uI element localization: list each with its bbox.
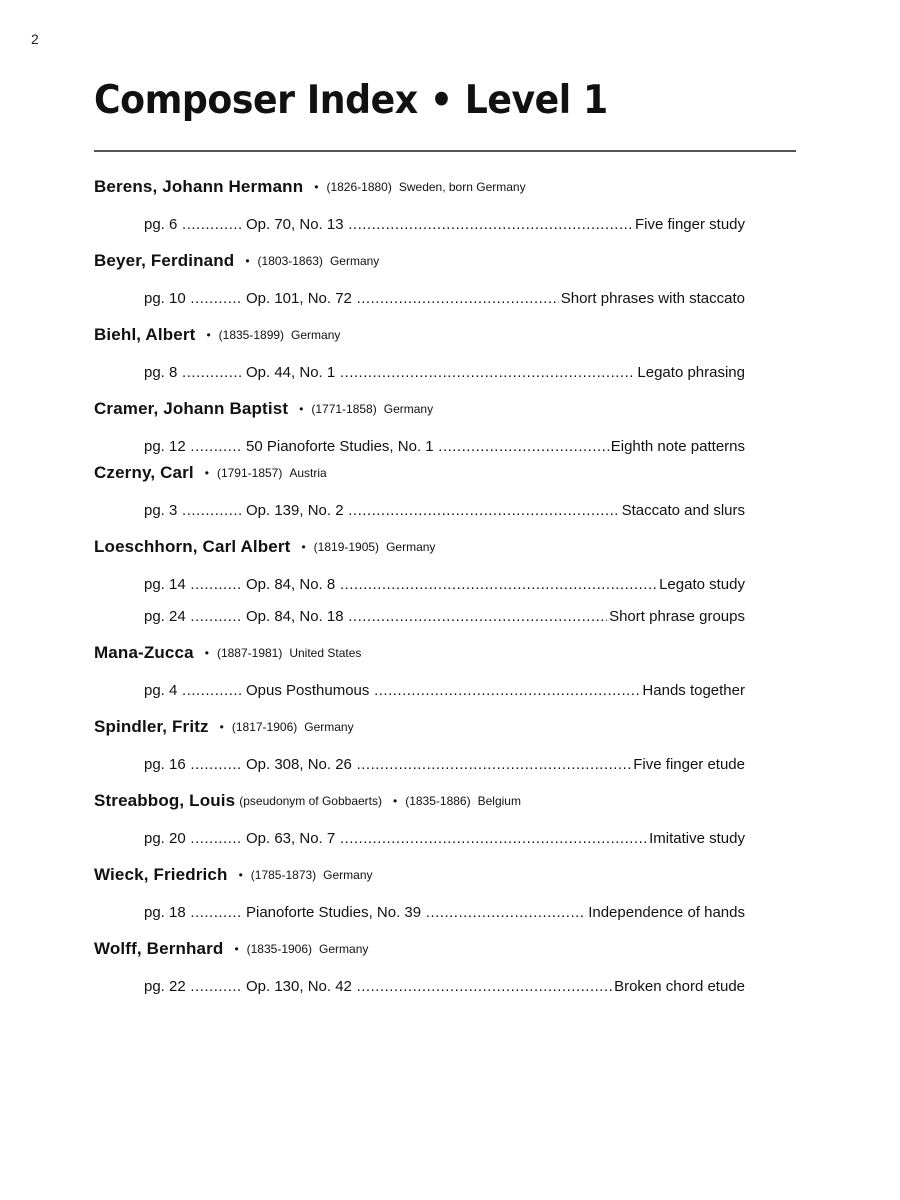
- composer-entry: [94, 928, 745, 1002]
- composer-name: Czerny, Carl: [94, 463, 194, 482]
- entry-work: Op. 101, No. 72 .....: [242, 290, 559, 307]
- entry-description: Broken chord etude: [614, 977, 745, 995]
- composer-heading: [94, 452, 745, 494]
- composer-heading: [94, 854, 745, 896]
- composer-country: Germany: [304, 720, 354, 734]
- bullet-separator: •: [204, 466, 209, 480]
- piece-entry: [144, 282, 745, 314]
- entry-page: pg. 24 .....: [144, 608, 242, 625]
- composer-entry: [94, 452, 745, 526]
- composer-heading: [94, 388, 745, 430]
- composer-country: Austria: [289, 466, 327, 480]
- piece-entry: [144, 822, 745, 854]
- composer-heading: [94, 166, 745, 208]
- composer-dates: (1803-1863): [257, 254, 323, 268]
- entry-page: pg. 22 .....: [144, 978, 242, 995]
- composer-name: Spindler, Fritz: [94, 717, 209, 736]
- composer-entry: [94, 854, 745, 928]
- composer-country: United States: [289, 646, 362, 660]
- composer-name: Wolff, Bernhard: [94, 939, 224, 958]
- composer-dates: (1771-1858): [311, 402, 377, 416]
- composer-heading: [94, 526, 745, 568]
- composer-name: Cramer, Johann Baptist: [94, 399, 289, 418]
- entry-page: pg. 6 .....: [144, 216, 242, 233]
- composer-dates: (1785-1873): [250, 868, 317, 882]
- entry-page: pg. 14 .....: [144, 576, 242, 593]
- composer-entry: [94, 706, 745, 780]
- composer-entry: [94, 780, 745, 854]
- bullet-separator: •: [219, 720, 224, 734]
- composer-country: Germany: [386, 540, 436, 554]
- composer-dates: (1887-1981): [216, 646, 283, 660]
- composer-dates: (1835-1886): [405, 794, 471, 808]
- composer-dates: (1791-1857): [216, 466, 283, 480]
- page-title: Composer Index • Level 1: [94, 78, 608, 123]
- entry-work: Opus Posthumous .....: [242, 682, 640, 699]
- entry-description: Eighth note patterns: [610, 437, 745, 455]
- composer-entry: [94, 388, 745, 462]
- bullet-separator: •: [314, 180, 319, 194]
- entry-work: Op. 139, No. 2 .....: [242, 502, 620, 519]
- composer-heading: [94, 928, 745, 970]
- entry-page: pg. 3 .....: [144, 502, 242, 519]
- composer-heading: [94, 632, 745, 674]
- composer-dates: (1817-1906): [231, 720, 298, 734]
- entry-page: pg. 4 .....: [144, 682, 242, 699]
- entry-description: Five finger study: [634, 215, 745, 233]
- entry-page: pg. 10 .....: [144, 290, 242, 307]
- composer-entry: [94, 314, 745, 388]
- piece-entry: [144, 208, 745, 240]
- entry-description: Short phrases with staccato: [560, 289, 745, 307]
- composer-country: Germany: [323, 868, 373, 882]
- composer-name: Beyer, Ferdinand: [94, 251, 235, 270]
- entry-work: Op. 308, No. 26 .....: [242, 756, 631, 773]
- entry-work: Op. 63, No. 7 .....: [242, 830, 647, 847]
- bullet-separator: •: [206, 328, 211, 342]
- piece-entry: [144, 568, 745, 600]
- entry-page: pg. 18 .....: [144, 904, 242, 921]
- bullet-separator: •: [299, 402, 304, 416]
- entry-description: Imitative study: [649, 829, 745, 847]
- entry-page: pg. 16 .....: [144, 756, 242, 773]
- bullet-separator: •: [204, 646, 209, 660]
- composer-name: Wieck, Friedrich: [94, 865, 228, 884]
- composer-heading: [94, 314, 745, 356]
- entry-work: Op. 44, No. 1 .....: [242, 364, 635, 381]
- composer-heading: [94, 240, 745, 282]
- piece-entry: [144, 494, 745, 526]
- piece-entry: [144, 896, 745, 928]
- entry-work: 50 Pianoforte Studies, No. 1 .....: [242, 438, 609, 455]
- composer-country: Germany: [329, 254, 380, 268]
- entry-description: Legato phrasing: [637, 363, 745, 381]
- bullet-separator: •: [238, 868, 243, 882]
- composer-name: Loeschhorn, Carl Albert: [94, 537, 291, 556]
- composer-heading: [94, 706, 745, 748]
- page-number: 2: [31, 31, 39, 47]
- piece-entry: [144, 600, 745, 632]
- entry-work: Op. 84, No. 8 .....: [242, 576, 657, 593]
- piece-entry: [144, 674, 745, 706]
- composer-country: Germany: [291, 328, 341, 342]
- entry-description: Staccato and slurs: [621, 501, 745, 519]
- entry-description: Legato study: [659, 575, 745, 593]
- composer-dates: (1835-1906): [246, 942, 313, 956]
- composer-name: Berens, Johann Hermann: [94, 177, 304, 196]
- composer-dates: (1835-1899): [218, 328, 285, 342]
- bullet-separator: •: [234, 942, 239, 956]
- composer-country: Germany: [383, 402, 434, 416]
- composer-dates: (1819-1905): [313, 540, 380, 554]
- entry-description: Independence of hands: [588, 903, 745, 921]
- entry-description: Hands together: [642, 681, 745, 699]
- composer-entry: [94, 526, 745, 632]
- piece-entry: [144, 970, 745, 1002]
- entry-work: Op. 84, No. 18 .....: [242, 608, 607, 625]
- composer-heading: [94, 780, 745, 822]
- entry-page: pg. 20 .....: [144, 830, 242, 847]
- composer-entry: [94, 632, 745, 706]
- bullet-separator: •: [301, 540, 306, 554]
- composer-index: [94, 166, 745, 1002]
- composer-entry: [94, 240, 745, 314]
- bullet-separator: •: [393, 794, 398, 808]
- piece-entry: [144, 356, 745, 388]
- composer-entry: [94, 166, 745, 240]
- entry-work: Pianoforte Studies, No. 39 .....: [242, 904, 586, 921]
- composer-dates: (1826-1880): [326, 180, 392, 194]
- title-divider: [94, 150, 796, 152]
- composer-name: Streabbog, Louis: [94, 791, 236, 810]
- entry-page: pg. 12 .....: [144, 438, 242, 455]
- piece-entry: [144, 748, 745, 780]
- composer-country: Germany: [319, 942, 369, 956]
- bullet-separator: •: [245, 254, 250, 268]
- composer-country: Belgium: [477, 794, 521, 808]
- entry-work: Op. 70, No. 13 .....: [242, 216, 633, 233]
- entry-page: pg. 8 .....: [144, 364, 242, 381]
- entry-description: Short phrase groups: [609, 607, 745, 625]
- entry-description: Five finger etude: [633, 755, 745, 773]
- composer-name: Biehl, Albert: [94, 325, 196, 344]
- entry-work: Op. 130, No. 42 .....: [242, 978, 612, 995]
- composer-note: (pseudonym of Gobbaerts): [239, 794, 382, 808]
- composer-name: Mana-Zucca: [94, 643, 194, 662]
- composer-country: Sweden, born Germany: [398, 180, 526, 194]
